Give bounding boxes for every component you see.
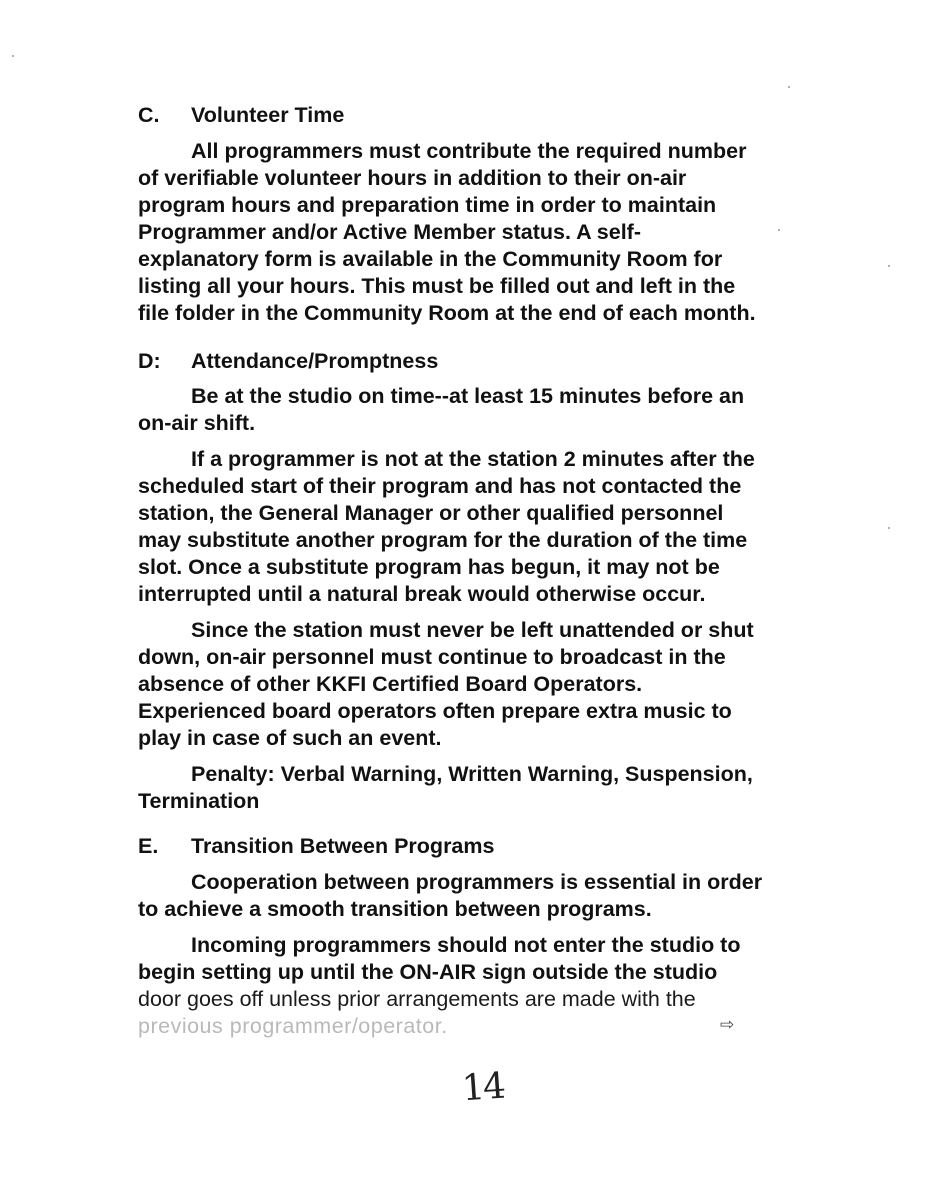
section-c-title: Volunteer Time <box>191 103 345 127</box>
paragraph-line: on-air shift. <box>138 411 256 435</box>
section-c-heading <box>138 102 828 132</box>
paragraph-line: absence of other KKFI Certified Board Operators. <box>138 672 643 696</box>
section-c-letter: C. <box>138 103 160 127</box>
section-d-paragraph-2 <box>138 446 828 608</box>
paragraph-line: door goes off unless prior arrangements are made with the <box>138 987 696 1011</box>
paragraph-line: Incoming programmers should not enter the studio to <box>191 933 741 957</box>
paragraph-line: station, the General Manager or other qualified personnel <box>138 501 724 525</box>
paragraph-line: file folder in the Community Room at the end of each month. <box>138 301 756 325</box>
paragraph-line: may substitute another program for the duration of the time <box>138 528 748 552</box>
paragraph-line-faded: previous programmer/operator. <box>138 1014 448 1038</box>
paragraph-line: interrupted until a natural break would otherwise occur. <box>138 582 706 606</box>
scan-speck <box>778 229 780 231</box>
section-d-heading <box>138 348 828 378</box>
section-d-paragraph-penalty <box>138 761 828 815</box>
paragraph-line: Since the station must never be left unattended or shut <box>191 618 754 642</box>
section-c-paragraph <box>138 138 828 327</box>
scan-speck <box>788 86 790 88</box>
scan-speck <box>12 55 14 57</box>
page-number: 14 <box>460 1065 506 1110</box>
paragraph-line: begin setting up until the ON-AIR sign outside the studio <box>138 960 718 984</box>
paragraph-line: explanatory form is available in the Community Room for <box>138 247 723 271</box>
scan-speck <box>888 265 890 267</box>
section-e-paragraph-1 <box>138 869 828 923</box>
section-d-paragraph-3 <box>138 617 828 752</box>
paragraph-line: Cooperation between programmers is essential in order <box>191 870 763 894</box>
scan-speck <box>888 527 890 529</box>
section-d-paragraph-1 <box>138 383 828 437</box>
paragraph-line: program hours and preparation time in order to maintain <box>138 193 717 217</box>
paragraph-line: Be at the studio on time--at least 15 minutes before an <box>191 384 745 408</box>
continue-arrow-icon: ⇨ <box>720 1015 735 1034</box>
section-e-heading <box>138 833 828 863</box>
paragraph-line: slot. Once a substitute program has begun, it may not be <box>138 555 720 579</box>
section-d-letter: D: <box>138 349 161 373</box>
paragraph-line: of verifiable volunteer hours in addition to their on-air <box>138 166 687 190</box>
paragraph-line: play in case of such an event. <box>138 726 442 750</box>
paragraph-line: Experienced board operators often prepare extra music to <box>138 699 732 723</box>
paragraph-line: listing all your hours. This must be filled out and left in the <box>138 274 736 298</box>
paragraph-line: All programmers must contribute the required number <box>191 139 747 163</box>
paragraph-line: Programmer and/or Active Member status. A self- <box>138 220 642 244</box>
paragraph-line: to achieve a smooth transition between programs. <box>138 897 652 921</box>
section-e-letter: E. <box>138 834 159 858</box>
paragraph-line: scheduled start of their program and has not contacted the <box>138 474 742 498</box>
paragraph-line: down, on-air personnel must continue to broadcast in the <box>138 645 726 669</box>
paragraph-line: Penalty: Verbal Warning, Written Warning, Suspension, <box>191 762 753 786</box>
paragraph-line: If a programmer is not at the station 2 minutes after the <box>191 447 755 471</box>
section-e-title: Transition Between Programs <box>191 834 495 858</box>
paragraph-line: Termination <box>138 789 260 813</box>
section-d-title: Attendance/Promptness <box>191 349 439 373</box>
